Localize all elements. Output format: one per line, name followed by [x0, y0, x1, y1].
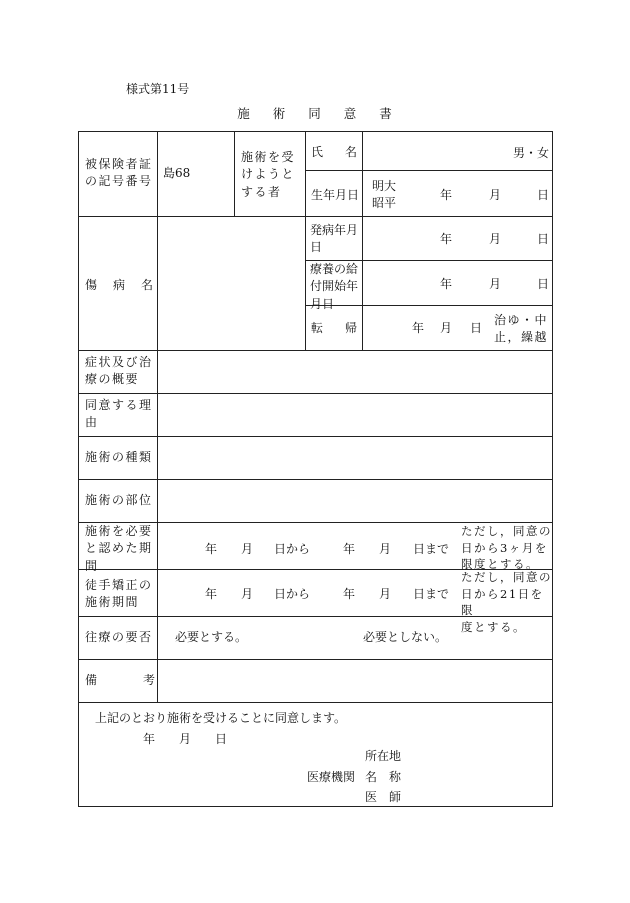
name-label-2: 名 — [345, 145, 358, 159]
remarks-label-1: 備 — [85, 673, 98, 687]
correction-start-year: 年 — [205, 587, 218, 601]
insurance-number-value: 島68 — [163, 166, 191, 180]
outcome-month: 月 — [440, 321, 453, 335]
visit-not-required-option: 必要としない。 — [363, 630, 448, 644]
birth-date-label: 生年月日 — [311, 188, 360, 202]
treatment-period-label: 施術を必要 と認めた期 間 — [85, 524, 153, 573]
manual-correction-label: 徒手矯正の 施術期間 — [85, 578, 153, 610]
period-start-year: 年 — [205, 542, 218, 556]
benefit-month: 月 — [489, 277, 502, 291]
birth-day: 日 — [537, 188, 550, 202]
consent-form-table — [78, 131, 553, 807]
grid-line — [79, 479, 553, 480]
onset-day: 日 — [537, 232, 550, 246]
consent-year: 年 — [143, 732, 156, 746]
grid-line — [79, 702, 553, 703]
title-char: 書 — [379, 106, 393, 121]
grid-line — [362, 132, 363, 350]
insurance-number-label: 被保険者証 の記号番号 — [85, 157, 153, 189]
treatment-type-label: 施術の種類 — [85, 450, 153, 464]
outcome-day: 日 — [470, 321, 483, 335]
institution-label: 医療機関 — [307, 770, 356, 784]
period-start-day: 日から — [274, 542, 311, 556]
institution-name-label: 名 称 — [365, 770, 402, 784]
correction-limit-note: ただし，同意の 日から21日を限 度とする。 — [461, 570, 552, 635]
correction-start-day: 日から — [274, 587, 311, 601]
title-char: 同 — [308, 106, 322, 121]
address-label: 所在地 — [365, 749, 402, 763]
outcome-label-2: 帰 — [345, 321, 358, 335]
grid-line — [79, 350, 553, 351]
title-char: 施 — [237, 106, 251, 121]
grid-line — [157, 132, 158, 702]
sex-options: 男・女 — [513, 146, 550, 160]
title-char: 術 — [272, 106, 287, 121]
onset-year: 年 — [440, 232, 453, 246]
treatment-site-label: 施術の部位 — [85, 493, 153, 507]
benefit-day: 日 — [537, 277, 550, 291]
form-number: 様式第11号 — [126, 82, 190, 96]
consent-reason-label: 同意する理 由 — [85, 398, 153, 430]
grid-line — [79, 393, 553, 394]
symptoms-summary-label: 症状及び治 療の概要 — [85, 355, 153, 387]
birth-year: 年 — [440, 188, 453, 202]
grid-line — [79, 659, 553, 660]
grid-line — [305, 170, 553, 171]
correction-end-month: 月 — [379, 587, 392, 601]
home-visit-label: 往療の要否 — [85, 630, 153, 644]
grid-line — [79, 216, 553, 217]
name-label-1: 氏 — [311, 145, 324, 159]
disease-name-label-1: 傷 — [85, 278, 98, 292]
outcome-options: 治ゆ・中 止，繰越 — [494, 313, 549, 345]
birth-month: 月 — [489, 188, 502, 202]
period-end-month: 月 — [379, 542, 392, 556]
consent-day: 日 — [215, 732, 228, 746]
disease-name-label-3: 名 — [141, 278, 154, 292]
period-start-month: 月 — [241, 542, 254, 556]
disease-name-label-2: 病 — [113, 278, 126, 292]
period-limit-note: ただし，同意の 日から3ヶ月を 限度とする。 — [461, 524, 552, 572]
benefit-start-label: 療養の給 付開始年 月日 — [310, 262, 359, 311]
consent-statement: 上記のとおり施術を受けることに同意します。 — [95, 711, 347, 725]
recipient-label: 施術を受 けようと する者 — [241, 150, 296, 199]
grid-line — [305, 132, 306, 350]
onset-date-label: 発病年月 日 — [310, 223, 359, 255]
correction-end-day: 日まで — [413, 587, 450, 601]
outcome-year: 年 — [412, 321, 425, 335]
period-end-day: 日まで — [413, 542, 450, 556]
consent-month: 月 — [179, 732, 192, 746]
benefit-year: 年 — [440, 277, 453, 291]
correction-start-month: 月 — [241, 587, 254, 601]
outcome-label-1: 転 — [311, 321, 324, 335]
remarks-label-2: 考 — [143, 673, 156, 687]
doctor-label: 医 師 — [365, 790, 402, 804]
grid-line — [234, 132, 235, 216]
document-title — [0, 108, 630, 121]
period-end-year: 年 — [343, 542, 356, 556]
visit-required-option: 必要とする。 — [175, 630, 248, 644]
grid-line — [79, 436, 553, 437]
correction-end-year: 年 — [343, 587, 356, 601]
era-options: 明大 昭平 — [372, 179, 397, 211]
title-char: 意 — [343, 106, 358, 121]
onset-month: 月 — [489, 232, 502, 246]
